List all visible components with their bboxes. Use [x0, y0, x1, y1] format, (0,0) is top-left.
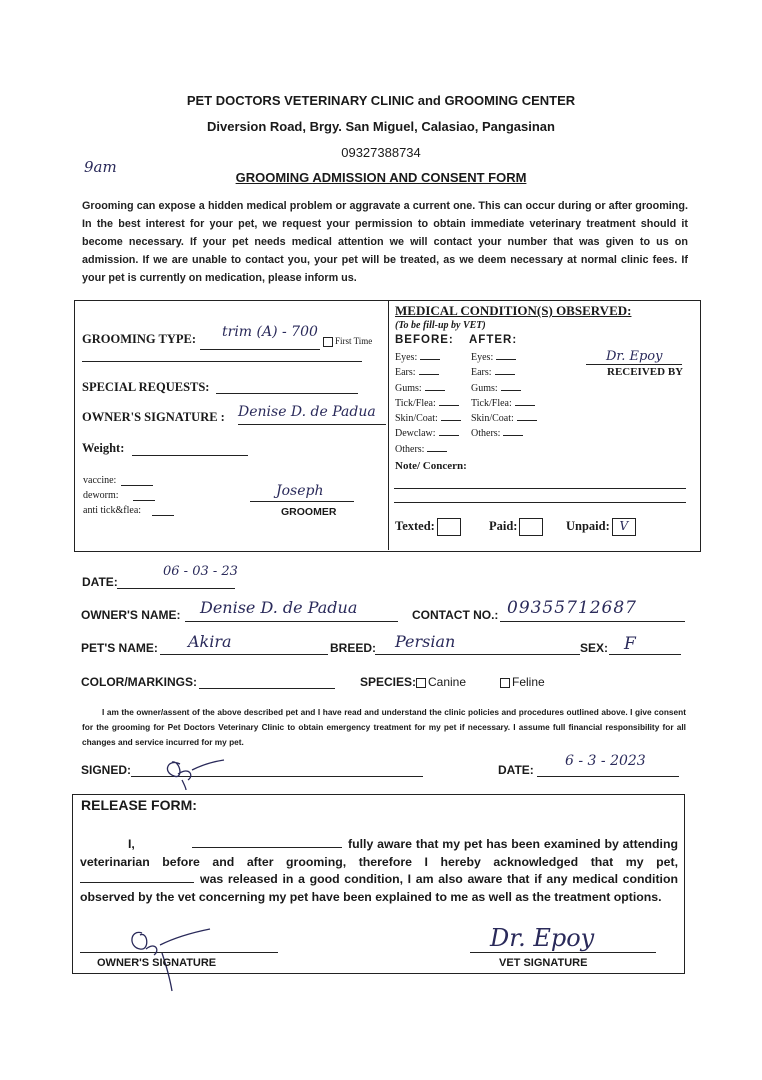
- medical-item-label: Skin/Coat:: [395, 413, 438, 425]
- owner-signature-value: Denise D. de Padua: [238, 404, 376, 420]
- received-by-line: [586, 364, 682, 365]
- medical-item-blank[interactable]: [515, 397, 535, 406]
- handwritten-time: 9am: [84, 158, 117, 176]
- medical-item-label: Gums:: [395, 382, 422, 394]
- color-label: COLOR/MARKINGS:: [81, 675, 197, 689]
- medical-item-label: Ears:: [395, 367, 416, 379]
- paid-checkbox[interactable]: [519, 518, 543, 536]
- note-label: Note/ Concern:: [395, 460, 467, 472]
- vet-signature-label: VET SIGNATURE: [499, 957, 588, 969]
- special-requests-label: SPECIAL REQUESTS:: [82, 380, 210, 394]
- intro-paragraph: Grooming can expose a hidden medical problem or aggravate a current one. This can occur during or after grooming. In the best interest for your pet, we request your permission to obtain immediate veterinary treatment should it become necessary. If your pet needs medical attention we will contact your number that was given to us on admission. If we are unable to contact you, your pet will be treated, as we deem necessary at normal clinic fees. If your pet is currently on medication, please inform us.: [82, 200, 688, 284]
- first-time-option[interactable]: [323, 336, 372, 347]
- clinic-name: PET DOCTORS VETERINARY CLINIC and GROOMING CENTER: [186, 93, 576, 108]
- canine-label: Canine: [428, 675, 467, 689]
- contact-label: CONTACT NO.:: [412, 608, 499, 622]
- medical-item-label: Gums:: [471, 382, 498, 394]
- box-divider: [388, 301, 389, 550]
- contact-line: [500, 621, 685, 622]
- owner-signature-line: [238, 424, 386, 425]
- medical-item-blank[interactable]: [419, 366, 439, 375]
- release-paragraph: [80, 836, 678, 906]
- grooming-type-line: [200, 349, 320, 350]
- groomer-label: GROOMER: [281, 506, 337, 518]
- medical-item-label: Tick/Flea:: [395, 397, 436, 409]
- signed-date-label: DATE:: [498, 763, 534, 777]
- feline-checkbox[interactable]: [500, 678, 510, 688]
- release-intro: I,: [128, 837, 135, 851]
- medical-row: [471, 396, 537, 411]
- before-label: BEFORE:: [395, 334, 454, 346]
- medical-item-blank[interactable]: [439, 397, 459, 406]
- medical-item-label: Tick/Flea:: [471, 397, 512, 409]
- grooming-type-line-2: [82, 361, 362, 362]
- medical-row: [395, 411, 461, 426]
- medical-item-blank[interactable]: [425, 382, 445, 391]
- owner-signature-release-label: OWNER'S SIGNATURE: [97, 957, 217, 969]
- release-part1: fully aware that my pet has been examined by attending veterinarian before and after grooming, therefore I hereby acknowledged that my pet,: [80, 837, 678, 869]
- consent-paragraph: I am the owner/assent of the above described pet and I have read and understand the clinic policies and procedures outlined above. I give consent for the grooming for Pet Doctors Veterinary Clinic to obtain emergency treatment for my pet if necessary. I assume full financial responsibility for all changes and service incurred for my pet.: [82, 707, 686, 747]
- unpaid-label: Unpaid:: [566, 518, 610, 533]
- anti-tick-line: [152, 515, 174, 516]
- sex-line: [609, 654, 681, 655]
- unpaid-field[interactable]: [566, 518, 636, 536]
- clinic-address: Diversion Road, Brgy. San Miguel, Calasiao, Pangasinan: [207, 119, 555, 134]
- breed-line: [375, 654, 580, 655]
- medical-item-blank[interactable]: [441, 412, 461, 421]
- medical-row: [395, 365, 461, 380]
- medical-row: [471, 411, 537, 426]
- breed-label: BREED:: [330, 641, 377, 655]
- sex-label: SEX:: [580, 641, 609, 655]
- signed-date-value: 6 - 3 - 2023: [565, 753, 646, 769]
- vaccine-line: [121, 485, 153, 486]
- owner-name-label: OWNER'S NAME:: [81, 608, 181, 622]
- contact-value: 09355712687: [507, 598, 637, 618]
- feline-label: Feline: [512, 675, 545, 689]
- vet-signature-value: Dr. Epoy: [490, 924, 595, 952]
- medical-row: [471, 381, 537, 396]
- release-name-blank[interactable]: [192, 837, 342, 848]
- breed-value: Persian: [395, 632, 456, 651]
- medical-item-label: Eyes:: [471, 352, 494, 363]
- unpaid-checkbox[interactable]: [612, 518, 636, 536]
- owner-name-line: [185, 621, 398, 622]
- release-title: RELEASE FORM:: [81, 797, 197, 813]
- owner-signature-label: OWNER'S SIGNATURE :: [82, 410, 225, 424]
- deworm-label: deworm:: [83, 490, 119, 501]
- sex-value: F: [624, 634, 636, 654]
- signed-date-line: [537, 776, 679, 777]
- medical-item-label: Others:: [395, 443, 425, 455]
- medical-row: [395, 350, 461, 365]
- paid-field[interactable]: [489, 518, 543, 536]
- texted-label: Texted:: [395, 518, 435, 533]
- medical-item-label: Skin/Coat:: [471, 413, 514, 425]
- special-requests-line: [216, 393, 358, 394]
- canine-checkbox[interactable]: [416, 678, 426, 688]
- texted-checkbox[interactable]: [437, 518, 461, 536]
- first-time-label: First Time: [335, 336, 373, 346]
- first-time-checkbox[interactable]: [323, 337, 333, 347]
- after-label: AFTER:: [469, 334, 518, 346]
- feline-option[interactable]: [500, 675, 545, 689]
- medical-item-blank[interactable]: [495, 366, 515, 375]
- canine-option[interactable]: [416, 675, 466, 689]
- medical-item-label: Dewclaw:: [395, 428, 436, 440]
- medical-title: MEDICAL CONDITION(S) OBSERVED:: [395, 303, 632, 318]
- medical-row: [471, 426, 537, 441]
- texted-field[interactable]: [395, 518, 461, 536]
- medical-item-blank[interactable]: [427, 443, 447, 452]
- weight-line: [132, 455, 248, 456]
- vet-signature-line: [470, 952, 656, 953]
- medical-item-blank[interactable]: [420, 351, 440, 360]
- medical-item-blank[interactable]: [503, 427, 523, 436]
- medical-row: [471, 350, 537, 365]
- medical-item-label: Eyes:: [395, 352, 418, 363]
- after-list: [471, 350, 537, 442]
- groomer-line: [250, 501, 354, 502]
- medical-item-blank[interactable]: [501, 382, 521, 391]
- species-label: SPECIES:: [360, 675, 417, 689]
- medical-item-blank[interactable]: [439, 427, 459, 436]
- note-line-2: [394, 502, 686, 503]
- medical-subtitle: (To be fill-up by VET): [395, 320, 486, 331]
- medical-row: [395, 442, 461, 457]
- medical-row: [471, 365, 537, 380]
- release-pet-blank[interactable]: [80, 872, 194, 883]
- owner-name-value: Denise D. de Padua: [200, 598, 358, 617]
- pet-name-line: [160, 654, 328, 655]
- signed-signature-scribble: [150, 752, 240, 792]
- medical-row: [395, 396, 461, 411]
- clinic-phone: 09327388734: [341, 145, 421, 160]
- signed-label: SIGNED:: [81, 763, 132, 777]
- deworm-line: [133, 500, 155, 501]
- grooming-type-label: GROOMING TYPE:: [82, 332, 197, 346]
- color-line: [199, 688, 335, 689]
- medical-item-blank[interactable]: [496, 351, 516, 360]
- note-line-1: [394, 488, 686, 489]
- received-by-label: RECEIVED BY: [607, 366, 684, 378]
- medical-item-label: Others:: [471, 428, 501, 440]
- pet-name-value: Akira: [188, 632, 232, 651]
- release-part2: was released in a good condition, I am also aware that if any medical condition observed by the vet concerning my pet have been explained to me as well as the treatment options.: [80, 872, 678, 904]
- medical-item-label: Ears:: [471, 367, 492, 379]
- unpaid-mark: V: [619, 519, 629, 533]
- form-title: GROOMING ADMISSION AND CONSENT FORM: [235, 170, 527, 185]
- groomer-signature: Joseph: [276, 483, 324, 499]
- medical-row: [395, 381, 461, 396]
- before-list: [395, 350, 461, 457]
- weight-label: Weight:: [82, 441, 125, 455]
- date-line: [117, 588, 235, 589]
- medical-row: [395, 426, 461, 441]
- date-label: DATE:: [82, 575, 118, 589]
- pet-name-label: PET'S NAME:: [81, 641, 158, 655]
- received-by-value: Dr. Epoy: [606, 349, 663, 364]
- anti-tick-label: anti tick&flea:: [83, 505, 142, 516]
- date-value: 06 - 03 - 23: [163, 564, 238, 579]
- grooming-type-value: trim (A) - 700: [222, 324, 318, 340]
- medical-item-blank[interactable]: [517, 412, 537, 421]
- paid-label: Paid:: [489, 518, 518, 533]
- vaccine-label: vaccine:: [83, 475, 117, 486]
